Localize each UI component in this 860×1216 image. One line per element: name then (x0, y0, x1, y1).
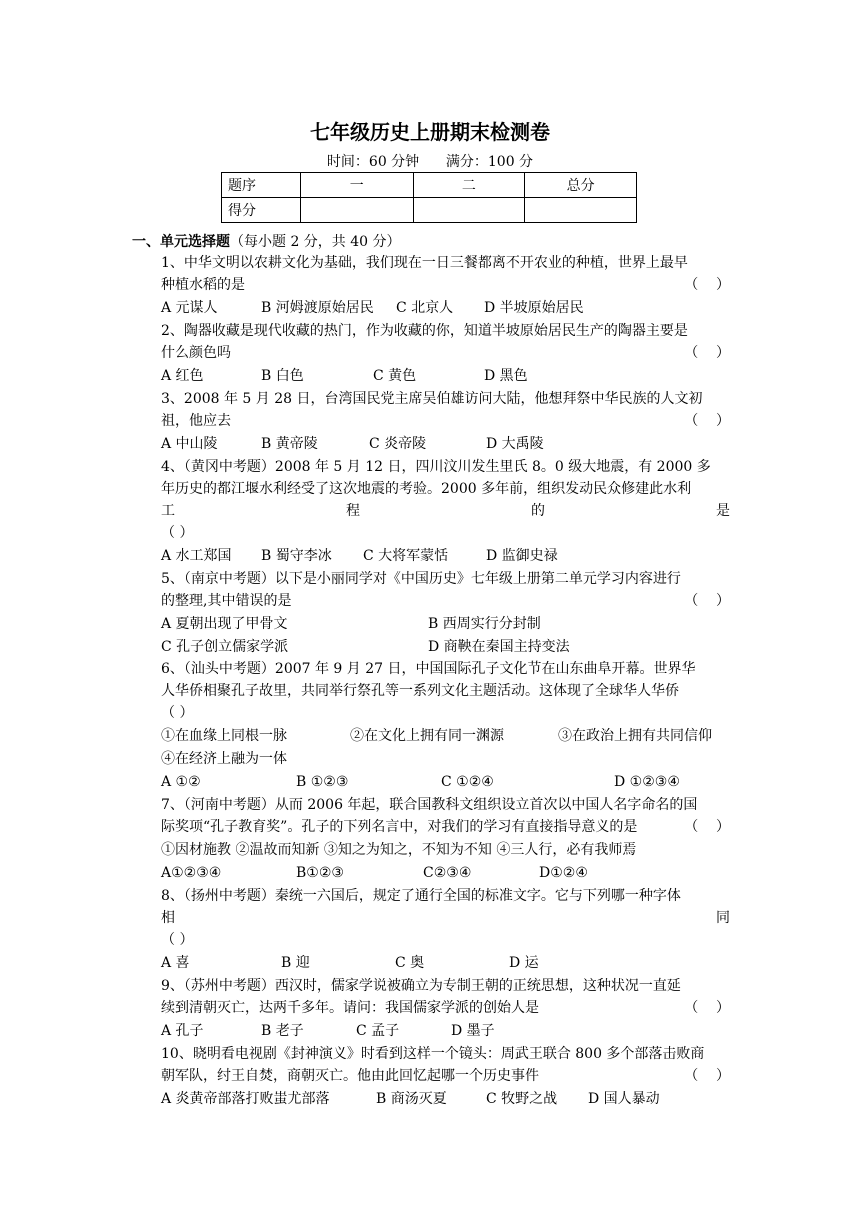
question-7-line-1: 7、（河南中考题）从而 2006 年起，联合国教科文组织设立首次以中国人名字命名的国 (161, 797, 698, 813)
question-5-line-1: 5、（南京中考题）以下是小丽同学对《中国历史》七年级上册第二单元学习内容进行 (161, 571, 681, 587)
question-9-option-a[interactable]: A 孔子 (161, 1023, 204, 1039)
section-heading-title: 一、单元选择题 (132, 234, 230, 250)
section-heading (132, 231, 401, 251)
question-10-option-c[interactable]: C 牧野之战 (486, 1091, 558, 1107)
exam-title: 七年级历史上册期末检测卷 (310, 120, 550, 144)
question-10-option-d[interactable]: D 国人暴动 (588, 1091, 660, 1107)
score-cell-part-one[interactable] (300, 198, 413, 223)
question-8-option-c[interactable]: C 奥 (395, 955, 425, 971)
question-2-option-c[interactable]: C 黄色 (373, 368, 417, 384)
answer-blank[interactable]: （ ） (161, 932, 194, 948)
question-1-option-c[interactable]: C 北京人 (396, 300, 454, 316)
question-2-option-b[interactable]: B 白色 (261, 368, 304, 384)
question-7-statements: ①因材施教 ②温故而知新 ③知之为知之，不知为不知 ④三人行，必有我师焉 (161, 842, 637, 858)
answer-blank[interactable]: （ ） (161, 705, 194, 721)
question-1-line-1: 1、中华文明以农耕文化为基础，我们现在一日三餐都离不开农业的种植，世界上最早 (161, 255, 688, 271)
score-cell-part-two[interactable] (413, 198, 525, 223)
question-8-option-d[interactable]: D 运 (509, 955, 539, 971)
exam-subtitle: 时间：60 分钟 满分：100 分 (326, 154, 534, 170)
question-6-option-b[interactable]: B ①②③ (296, 774, 349, 790)
question-4-line-4 (161, 522, 730, 544)
question-9-option-c[interactable]: C 孟子 (356, 1023, 400, 1039)
question-6-statement-1: ①在血缘上同根一脉 (161, 728, 287, 744)
answer-blank[interactable]: （ ） (684, 819, 730, 835)
question-8-word: 相 (161, 910, 175, 926)
question-7-option-c[interactable]: C②③④ (423, 865, 472, 881)
question-10-line-2 (161, 1065, 730, 1087)
question-10-option-b[interactable]: B 商汤灭夏 (376, 1091, 447, 1107)
question-6-statement-4: ④在经济上融为一体 (161, 751, 287, 767)
question-10-text: 朝军队，纣王自焚，商朝灭亡。他由此回忆起哪一个历史事件 (161, 1068, 539, 1084)
question-1-option-b[interactable]: B 河姆渡原始居民 (261, 300, 374, 316)
question-2-option-d[interactable]: D 黑色 (484, 368, 528, 384)
score-table (221, 172, 637, 223)
score-header-total: 总分 (525, 173, 637, 198)
question-2-text: 什么颜色吗 (161, 345, 231, 361)
question-3-option-a[interactable]: A 中山陵 (161, 436, 218, 452)
question-7-text: 际奖项“孔子教育奖”。孔子的下列名言中，对我们的学习有直接指导意义的是 (161, 819, 638, 835)
question-8-option-a[interactable]: A 喜 (161, 955, 190, 971)
question-6-line-2: 人华侨相聚孔子故里，共同举行祭孔等一系列文化主题活动。这体现了全球华人华侨 (161, 683, 679, 699)
question-4-option-a[interactable]: A 水工郑国 (161, 548, 232, 564)
answer-blank[interactable]: （ ） (684, 277, 730, 293)
question-9-text: 续到清朝灭亡，达两千多年。请问：我国儒家学派的创始人是 (161, 1000, 539, 1016)
question-2-option-a[interactable]: A 红色 (161, 368, 204, 384)
question-4-line-1: 4、（黄冈中考题）2008 年 5 月 12 日，四川汶川发生里氏 8。0 级大地震，有 2000 多 (161, 459, 711, 475)
question-4-option-d[interactable]: D 监御史禄 (486, 548, 558, 564)
question-5-option-c[interactable]: C 孔子创立儒家学派 (161, 639, 289, 655)
question-3-option-c[interactable]: C 炎帝陵 (369, 436, 427, 452)
question-8-word: 同 (716, 910, 730, 926)
question-4-option-c[interactable]: C 大将军蒙恬 (363, 548, 449, 564)
question-5-option-a[interactable]: A 夏朝出现了甲骨文 (161, 616, 288, 632)
answer-blank[interactable]: （ ） (161, 525, 194, 541)
question-1-option-d[interactable]: D 半坡原始居民 (484, 300, 584, 316)
question-4-line-2: 年历史的都江堰水利经受了这次地震的考验。2000 多年前，组织发动民众修建此水利 (161, 481, 692, 497)
question-8-line-1: 8、（扬州中考题）秦统一六国后，规定了通行全国的标准文字。它与下列哪一种字体 (161, 888, 681, 904)
question-6-line-3 (161, 702, 730, 724)
score-table-header-row (222, 173, 637, 198)
question-9-line-1: 9、（苏州中考题）西汉时，儒家学说被确立为专制王朝的正统思想，这种状况一直延 (161, 978, 681, 994)
question-2-line-2 (161, 342, 730, 364)
question-4-word: 的 (531, 503, 545, 519)
question-8-option-b[interactable]: B 迎 (281, 955, 310, 971)
question-4-line-3 (161, 500, 730, 522)
question-3-line-1: 3、2008 年 5 月 28 日，台湾国民党主席吴伯雄访问大陆，他想拜祭中华民族的人文初 (161, 391, 703, 407)
question-7-line-2 (161, 816, 730, 838)
answer-blank[interactable]: （ ） (684, 1000, 730, 1016)
score-cell-total[interactable] (525, 198, 637, 223)
question-5-option-b[interactable]: B 西周实行分封制 (428, 616, 541, 632)
answer-blank[interactable]: （ ） (684, 413, 730, 429)
question-4-option-b[interactable]: B 蜀守李冰 (261, 548, 332, 564)
question-1-line-2 (161, 274, 730, 296)
question-4-word: 工 (161, 503, 175, 519)
question-3-option-d[interactable]: D 大禹陵 (486, 436, 544, 452)
question-7-option-a[interactable]: A①②③④ (161, 865, 222, 881)
score-row-label: 得分 (222, 198, 301, 223)
score-header-part-one: 一 (300, 173, 413, 198)
answer-blank[interactable]: （ ） (684, 593, 730, 609)
answer-blank[interactable]: （ ） (684, 1068, 730, 1084)
question-2-line-1: 2、陶器收藏是现代收藏的热门，作为收藏的你，知道半坡原始居民生产的陶器主要是 (161, 323, 688, 339)
question-5-text: 的整理,其中错误的是 (161, 593, 292, 609)
question-6-option-d[interactable]: D ①②③④ (614, 774, 680, 790)
question-3-line-2 (161, 410, 730, 432)
question-4-word: 是 (716, 503, 730, 519)
question-1-text: 种植水稻的是 (161, 277, 245, 293)
question-4-word: 程 (346, 503, 360, 519)
question-9-line-2 (161, 997, 730, 1019)
question-10-line-1: 10、晓明看电视剧《封神演义》时看到这样一个镜头：周武王联合 800 多个部落击败商 (161, 1046, 705, 1062)
question-8-line-3 (161, 929, 730, 951)
question-3-text: 祖，他应去 (161, 413, 231, 429)
section-heading-note: （每小题 2 分，共 40 分） (230, 234, 401, 250)
question-6-statement-2: ②在文化上拥有同一渊源 (350, 728, 504, 744)
question-6-line-1: 6、（汕头中考题）2007 年 9 月 27 日，中国国际孔子文化节在山东曲阜开幕。世界华 (161, 661, 696, 677)
question-5-line-2 (161, 590, 730, 612)
question-8-line-2 (161, 907, 730, 929)
question-5-option-d[interactable]: D 商鞅在秦国主持变法 (428, 639, 570, 655)
question-6-option-a[interactable]: A ①② (161, 774, 201, 790)
question-1-option-a[interactable]: A 元谋人 (161, 300, 218, 316)
question-7-option-d[interactable]: D①②④ (539, 865, 588, 881)
question-9-option-b[interactable]: B 老子 (261, 1023, 304, 1039)
question-3-option-b[interactable]: B 黄帝陵 (261, 436, 318, 452)
score-header-part-two: 二 (413, 173, 525, 198)
question-7-option-b[interactable]: B①②③ (296, 865, 344, 881)
answer-blank[interactable]: （ ） (684, 345, 730, 361)
score-table-row (222, 198, 637, 223)
question-9-option-d[interactable]: D 墨子 (451, 1023, 495, 1039)
score-header-label: 题序 (222, 173, 301, 198)
question-6-statement-3: ③在政治上拥有共同信仰 (558, 728, 712, 744)
question-10-option-a[interactable]: A 炎黄帝部落打败蚩尤部落 (161, 1091, 330, 1107)
question-6-option-c[interactable]: C ①②④ (441, 774, 494, 790)
